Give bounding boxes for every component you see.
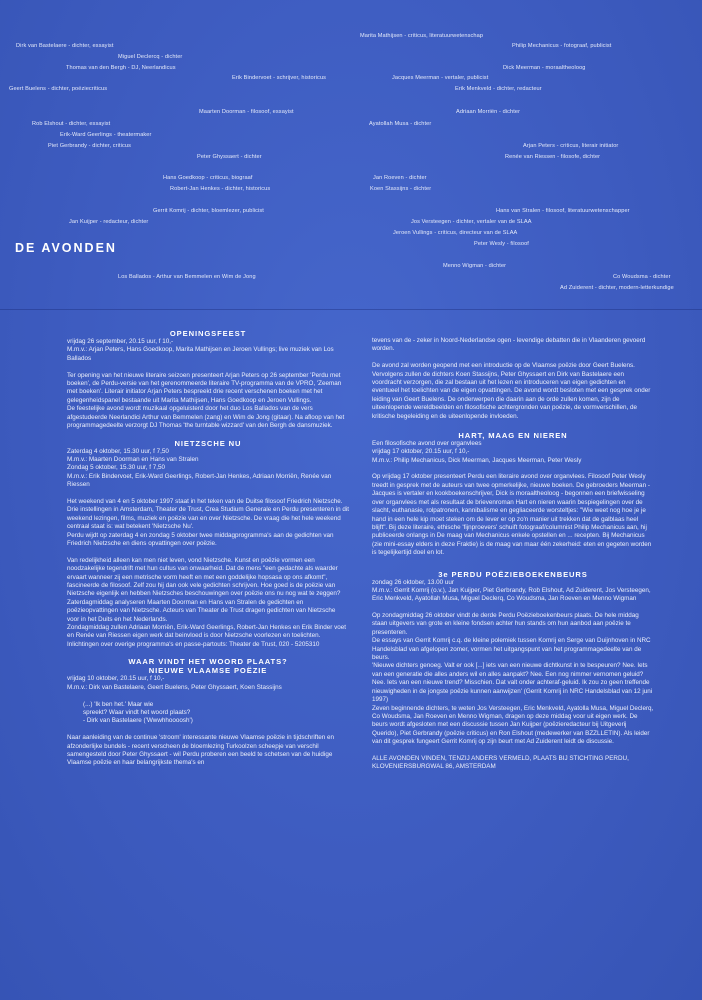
contributor-name: Adriaan Morriën - dichter [456, 109, 521, 115]
footer-note: ALLE AVONDEN VINDEN, TENZIJ ANDERS VERMELD, PLAATS BIJ STICHTING PERDU, KLOVENIERSBURGWAL 86, AMSTERDAM [372, 754, 629, 771]
contributor-name: Philip Mechanicus - fotograaf, publicist [512, 43, 612, 49]
contributor-name: Jan Kuijper - redacteur, dichter [69, 219, 149, 225]
event-meta: Zaterdag 4 oktober, 15.30 uur, f 7,50 M.m.v.: Maarten Doorman en Hans van Stralen Zondag 5 oktober, 15.30 uur, f 7,50 M.m.v.: Erik Bindervoet, Erik-Ward Geerlings, Robert-Jan Henkes, Adriaan Morriën, Renée van Riessen [67, 447, 332, 489]
contributor-name: Koen Stassijns - dichter [370, 186, 432, 192]
contributor-name: Dirk van Bastelaere - dichter, essayist [16, 43, 114, 49]
left-column [67, 329, 349, 776]
section-heading: NIETZSCHE NU [174, 438, 242, 448]
section-heading: OPENINGSFEEST [169, 329, 247, 338]
contributor-name: Jos Versteegen - dichter, vertaler van de SLAA [411, 219, 532, 225]
section-heading: WAAR VINDT HET WOORD PLAATS? [128, 657, 288, 667]
contributor-name: Peter Wesly - filosoof [474, 241, 529, 247]
contributor-name: Jacques Meerman - vertaler, publicist [392, 75, 489, 81]
page-title: DE AVONDEN [15, 241, 117, 255]
contributor-name: Miguel Declercq - dichter [118, 54, 183, 60]
fold-line [0, 309, 702, 310]
contributor-name: Hans Goedkoop - criticus, biograaf [163, 175, 253, 181]
contributor-name: Los Ballados - Arthur van Bemmelen en Wim de Jong [118, 274, 256, 280]
contributor-name: Maarten Doorman - filosoof, essayist [199, 109, 294, 115]
contributor-name: Erik Bindervoet - schrijver, historicus [232, 75, 327, 81]
paragraph: Naar aanleiding van de continue 'stroom' interessante nieuwe Vlaamse poëzie in tijdschriften en afzonderlijke bundels - recent verscheen de bloemlezing Turkoolzen scheepje van verschil samengesteld door Peter Ghyssaert - wil Perdu proberen een beeld te schetsen van de huidige Vlaamse poëzie en haar belangrijkste thema's en [67, 734, 335, 767]
contributor-name: Piet Gerbrandy - dichter, criticus [48, 143, 131, 149]
section-heading: HART, MAAG EN NIEREN [458, 430, 568, 440]
section-subheading: NIEUWE VLAAMSE POËZIE [148, 666, 268, 676]
contributor-name: Co Woudsma - dichter [613, 274, 671, 280]
contributor-name: Menno Wigman - dichter [443, 263, 507, 269]
contributor-name: Erik-Ward Geerlings - theatermaker [60, 132, 152, 138]
section-heading: 3e PERDU POËZIEBOEKENBEURS [438, 569, 588, 579]
contributor-name: Jeroen Vullings - criticus, directeur van de SLAA [393, 230, 518, 236]
paragraph: Op zondagmiddag 26 oktober vindt de derde Perdu Poëzieboekenbeurs plaats. De hele middag staan uitgevers van grote en kleine fondsen achter hun stands om hun aanbod aan poëzie te presenteren. De essays van Gerrit Komrij c.q. de kleine polemiek tussen Komrij en Serge van Duijnhoven in NRC Handelsblad van afgelopen zomer, vormen het uitgangspunt van het programmagedeelte van de beurs. 'Nieuwe dichters genoeg. Valt er ook [...] iets van een nieuwe dichtkunst in te bespeuren? Nee. Iets van een generatie die alles anders wil en alles aanpakt? Nee. Een nog nimmer vernomen geluid? Nee. Iets van een nieuwe trend? Misschien. Dat valt onder achteraf-geluid. Ik zou zo geen treffende nieuwigheden in de jongste poëzie kunnen aanwijzen' (Gerrit Komrij in NRC Handelsblad van 12 juni 1997) Zeven beginnende dichters, te weten Jos Versteegen, Eric Menkveld, Ayatolla Musa, Miguel Declerq, Co Woudsma, Jan Roeven en Menno Wigman, dragen op deze middag voor uit eigen werk. De beurs wordt afgesloten met een discussie tussen Jan Kuijper (poëzieredacteur bij Uitgeverij Querido), Piet Gerbrandy (poëzie criticus) en Ron Elshout (medewerker van BZZLLETIN). Als leider van dit gesprek fungeert Gerrit Komrij op zijn beurt met Ad Zuiderent leidt de discussie. [372, 612, 654, 746]
contributor-name: Ayatollah Musa - dichter [369, 121, 432, 127]
paragraph: Het weekend van 4 en 5 oktober 1997 staat in het teken van de Duitse filosoof Friedrich Nietzsche. Drie instellingen in Amsterdam, Theater de Trust, Crea Studium Generale en Perdu presenteren in dit weekend lezingen, films, muziek en poëzie van en over Nietzsche. De vraag die het hele weekend centraal staat is: wat betekent 'Nietzsche Nu'. Perdu wijdt op zaterdag 4 en zondag 5 oktober twee middagprogramma's aan de gedichten van Friedrich Nietzsche en diens opvattingen over poëzie. [67, 497, 349, 548]
contributor-name: Rob Elshout - dichter, essayist [32, 121, 111, 127]
contributor-name: Robert-Jan Henkes - dichter, historicus [170, 186, 271, 192]
quote: (...) 'Ik ben het.' Maar wie spreekt? Waar vindt het woord plaats? - Dirk van Bastelaere ('Wwwhhoooosh') [83, 700, 193, 725]
paragraph: Ter opening van het nieuwe literaire seizoen presenteert Arjan Peters op 26 september 'Perdu met boeken', de Perdu-versie van het gerenommeerde literaire TV-programma van de VPRO, 'Zeeman met boeken'. Literair initiator Arjan Peters bespreekt drie recent verschenen boeken met het gelegenheidspanel bestaande uit Marita Mathijsen, Hans Goedkoop en Jeroen Vullings. De feestelijke avond wordt muzikaal opgeluisterd door het duo Los Ballados van de vers afgestudeerde Neerlandici Arthur van Bemmelen (zang) en Wim de Jong (gitaar). Na afloop van het programmagedeelte verzorgt DJ Thomas 'the turntable wizzard' van den Bergh de dansmuziek. [67, 371, 345, 429]
paragraph: De avond zal worden geopend met een introductie op de Vlaamse poëzie door Geert Buelens. Vervolgens zullen de dichters Koen Stassijns, Peter Ghyssaert en Dirk van Bastelaere een voordracht verzorgen, die zal bestaan uit het lezen en introduceren van eigen gedichten en eventueel het toelichten van de eigen opvattingen. De avond wordt besloten met een gesprek onder leiding van Geert Buelens. De onderwerpen die daarin aan de orde zullen komen, zijn de uiteenlopende wereldbeelden en filosofische achtergronden van poëzie, de vormverschillen, de kritische begeleiding en de uiteenlopende invloeden. [372, 362, 651, 420]
contributor-name: Erik Menkveld - dichter, redacteur [455, 86, 542, 92]
contributor-name: Gerrit Komrij - dichter, bloemlezer, publicist [153, 208, 264, 214]
paragraph: tevens van de - zeker in Noord-Nederlandse ogen - levendige debatten die in Vlaanderen gevoerd worden. [372, 337, 646, 353]
contributor-name: Arjan Peters - criticus, literair initiator [523, 143, 619, 149]
paragraph: Op vrijdag 17 oktober presenteert Perdu een literaire avond over organvlees. Filosoof Peter Wesly treedt in gesprek met de auteurs van twee opmerkelijke, nieuwe boeken. De gebroeders Meerman - Jacques is vertaler en kookboekenschrijver, Dick is moraaltheoloog - begonnen een briefwisseling over organvlees met als resultaat de brievenroman Hart en nieren waarin bespiegelingen over de slacht, euthanasie, rolpatronen, kannibalisme en gegliaceerde worsteltjes: "Wie weet nog hoe je je hand in een hele kip moet steken om de lever er op zo'n manier uit trekken dat de galblaas heel blijft". Bij deze literaire, ethische 'fijnproevers' schuift fotograaf/columnist Philip Mechanicus aan, hij publiceerde onlangs in De maag van Mechanicus enkele opstellen en ... recepten. Bij Mechanicus (zie mini-essay elders in deze Fraktie) is de maag van maar één zekerheid: eten en gegeten worden is tegelijkertijd doel en lot. [372, 473, 652, 557]
paragraph: Van redelijkheid alleen kan men niet leven, vond Nietzsche. Kunst en poëzie vormen een noodzakelijke tegendrift met hun cultus van onwaarheid. Dat de mens "een gedachte als waarder ervaart wanneer zij een metrische vorm heeft en met een goddelijke hopsasa op ons afkomt", fascineerde de filosoof. Zelf zou hij dan ook vele gedichten schrijven. Hoe goed is de poëzie van Nietzsche eigenlijk en hebben Nietzsches beschouwingen over poëzie ons nu nog wat te zeggen? Zaterdagmiddag analyseren Maarten Doorman en Hans van Stralen de gedichten en poëzieopvattingen van Nietzsche. Acteurs van Theater de Trust dragen gedichten van Nietzsche voor in het Duits en het Nederlands. Zondagmiddag zullen Adriaan Morriën, Erik-Ward Geerlings, Robert-Jan Henkes en Erik Binder voet en Renée van Riessen eigen werk dat beinvloed is door Nietzsche voorlezen en toelichten. Inlichtingen over overige programma's en passe-partouts: Theater de Trust, 020 - 5205310 [67, 556, 347, 648]
event-meta: vrijdag 26 september, 20.15 uur, f 10,- M.m.v.: Arjan Peters, Hans Goedkoop, Marita Mathijsen en Jeroen Vullings; live muziek van Los Ballados [67, 338, 334, 362]
contributor-name: Jan Roeven - dichter [373, 175, 427, 181]
contributor-name: Geert Buelens - dichter, poëziecriticus [9, 86, 108, 92]
event-meta: Een filosofische avond over organvlees vrijdag 17 oktober, 20.15 uur, f 10,- M.m.v.: Philip Mechanicus, Dick Meerman, Jacques Meerman, Peter Wesly [372, 439, 582, 464]
right-column [372, 337, 654, 780]
event-meta: vrijdag 10 oktober, 20.15 uur, f 10,- M.m.v.: Dirk van Bastelaere, Geert Buelens, Peter Ghyssaert, Koen Stassijns [67, 675, 282, 691]
contributor-name: Ad Zuiderent - dichter, modern-letterkundige [560, 285, 674, 291]
contributor-name: Renée van Riessen - filosofe, dichter [505, 154, 601, 160]
contributor-name: Peter Ghyssaert - dichter [197, 154, 262, 160]
contributor-name: Thomas van den Bergh - DJ, Neerlandicus [66, 65, 176, 71]
contributor-name: Marita Mathijsen - criticus, literatuurwetenschap [360, 33, 484, 39]
event-meta: zondag 26 oktober, 13.00 uur M.m.v.: Gerrit Komrij (o.v.), Jan Kuijper, Piet Gerbrandy, Rob Elshout, Ad Zuiderent, Jos Versteegen, Eric Menkveld, Ayatollah Musa, Miguel Declerq, Co Woudsma, Jan Roeven en Menno Wigman [372, 578, 651, 603]
contributor-name: Dick Meerman - moraaltheoloog [503, 65, 586, 71]
contributor-name: Hans van Stralen - filosoof, literatuurwetenschapper [496, 208, 630, 214]
